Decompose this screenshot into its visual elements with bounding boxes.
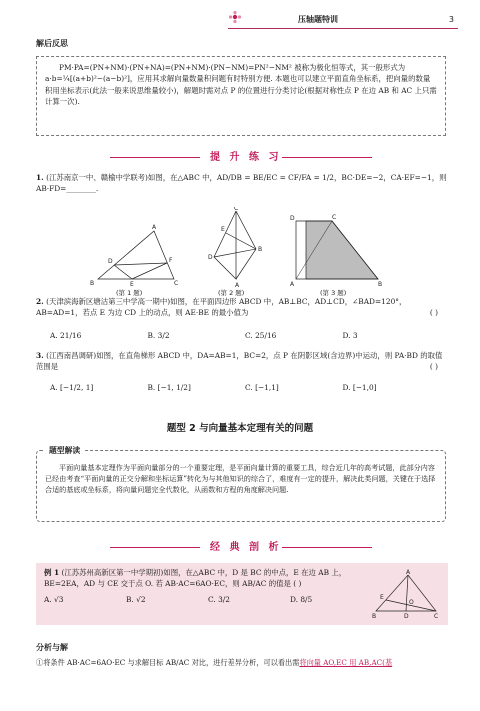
example-box [36, 563, 448, 625]
figure-1-triangle [98, 231, 174, 279]
classic-section-title [210, 540, 281, 556]
example-figure [372, 569, 440, 619]
q2-text: (天津滨海新区塘沽第三中学高一期中)如图，在平面四边形 ABCD 中，AB⊥BC，AD⊥CD，∠BAD=120°，AB=AD=1，若点 E 为边 CD 上的动点，则 AE·BE 的最小值为 [36, 297, 407, 318]
interpret-head: 题型解读 [45, 445, 84, 457]
example-option-a: A. √3 [44, 594, 64, 604]
analysis-text [36, 657, 448, 668]
classic-rule-left [110, 547, 200, 548]
q3-option-a: A. [−1/2, 1] [50, 383, 94, 392]
q3-text: (江西南昌调研)如图，在直角梯形 ABCD 中，DA=AB=1，BC=2，点 P 在阴影区域(含边界)中运动，则 PA·BD 的取值范围是 [36, 351, 443, 372]
q2-option-c: C. 25/16 [245, 331, 277, 340]
question-2 [36, 296, 448, 319]
page-header [228, 14, 458, 29]
analysis-text-highlight: 将向量 AO,EC 用 AB,AC(基 [299, 658, 393, 667]
q3-options [50, 382, 440, 393]
figure-2-quadrilateral [214, 211, 256, 279]
q3-option-d: D. [−1,0] [342, 383, 377, 392]
title-rule-left [110, 157, 200, 158]
classic-title-text: 经 典 剖 析 [210, 542, 282, 553]
example-options [44, 594, 374, 605]
classic-rule-right [282, 547, 372, 548]
q3-answer-paren: ( ) [429, 362, 438, 372]
fig3-caption: (第 3 题) [320, 289, 347, 297]
q3-number: 3. [36, 351, 44, 360]
svg-text:O: O [409, 599, 414, 606]
example-option-b: B. √2 [126, 594, 146, 604]
q3-option-b: B. [−1, 1/2] [147, 383, 191, 392]
svg-text:D: D [290, 215, 295, 222]
fig2-caption: (第 2 题) [218, 289, 245, 297]
page-number: 3 [448, 15, 454, 24]
figures-svg [88, 207, 400, 287]
svg-text:C: C [174, 280, 179, 287]
svg-text:E: E [380, 594, 384, 601]
example-label: 例 1 [44, 568, 60, 577]
reflection-text: PM·PA=(PN+NM)·(PN+NA)=(PN+NM)·(PN−NM)=PN²−NM² 被称为极化恒等式，其一般形式为 a·b=¼[(a+b)²−(a−b)²]，应用其求解向量数量积问题有时特别方便. 本题也可以建立平面直角坐标系，把向量的数量积用坐标表示(此法一般来说思维量较小)，解题时需对点 P 的位置进行分类讨论(根据对称性点 P 在边 AB 和 AC 上只需计算一次). [45, 63, 437, 107]
svg-text:C: C [434, 613, 439, 619]
analysis-tag: 分析与解 [36, 642, 68, 654]
q2-answer-paren: ( ) [429, 308, 438, 318]
type2-heading: 题型 2 与向量基本定理有关的问题 [166, 423, 314, 434]
svg-text:D: D [108, 258, 113, 265]
svg-text:B: B [90, 280, 95, 287]
reflection-tag: 解后反思 [36, 38, 68, 50]
svg-text:B: B [258, 246, 263, 253]
q3-option-c: C. [−1,1] [245, 383, 279, 392]
svg-text:A: A [290, 281, 295, 287]
q2-option-b: B. 3/2 [147, 331, 170, 340]
svg-text:A: A [235, 282, 240, 287]
q2-option-d: D. 3 [342, 331, 358, 340]
svg-text:A: A [152, 224, 157, 231]
svg-text:E: E [130, 281, 134, 287]
question-3 [36, 350, 448, 373]
q2-number: 2. [36, 297, 44, 306]
example-option-d: D. 8/5 [290, 594, 313, 604]
analysis-text-plain: ①将条件 AB·AC=6AO·EC 与求解目标 AB/AC 对比，进行差异分析，可以看出需 [36, 658, 300, 667]
example-text: (江苏苏州高新区第一中学期初)如图，在△ABC 中，D 是 BC 的中点，E 在边 AB 上，BE=2EA，AD 与 CE 交于点 O. 若 AB·AC=6AO·EC，则 AB/AC 的值是 [44, 568, 347, 589]
interpret-text: 平面向量基本定理作为平面向量部分的一个重要定理，是平面向量计算的重要工具，综合近几年的高考试题，此部分内容已经由考查“平面向量的正交分解和坐标运算”转化为与其他知识的综合了，难度有一定的提升，解决此类问题，关键在于选择合适的基底或坐标系，将向量问题完全代数化，从函数和方程的角度解决问题. [45, 463, 436, 494]
q2-option-a: A. 21/16 [50, 331, 82, 340]
flower-logo-icon [228, 10, 242, 24]
q1-number: 1. [36, 173, 44, 182]
figure-3-trapezoid [296, 221, 378, 279]
svg-text:A: A [406, 569, 411, 576]
question-figures [88, 207, 400, 297]
practice-title-text: 提 升 练 习 [210, 152, 282, 163]
practice-section-title [210, 150, 281, 166]
svg-text:B: B [372, 613, 377, 619]
svg-text:F: F [169, 257, 173, 264]
svg-text:C: C [332, 214, 337, 221]
fig1-caption: (第 1 题) [116, 289, 143, 297]
example-option-c: C. 3/2 [208, 594, 230, 604]
example-answer-paren: ( ) [293, 579, 302, 589]
svg-text:B: B [378, 281, 383, 287]
q2-options [50, 330, 440, 341]
svg-text:D: D [208, 254, 213, 261]
question-1 [36, 172, 448, 195]
reflection-box [36, 56, 446, 136]
svg-text:D: D [404, 613, 409, 619]
interpret-box [36, 446, 446, 522]
header-title: 压轴题特训 [298, 15, 338, 24]
svg-text:C: C [234, 207, 239, 212]
example-body [44, 567, 374, 590]
title-rule-right [282, 157, 372, 158]
q1-text: (江苏南京一中、赣榆中学联考)如图，在△ABC 中，AD/DB = BE/EC = CF/FA = 1/2，BC·DE=−2，CA·EF=−1，则 AB·FD=________. [36, 173, 447, 194]
svg-text:E: E [221, 226, 225, 233]
